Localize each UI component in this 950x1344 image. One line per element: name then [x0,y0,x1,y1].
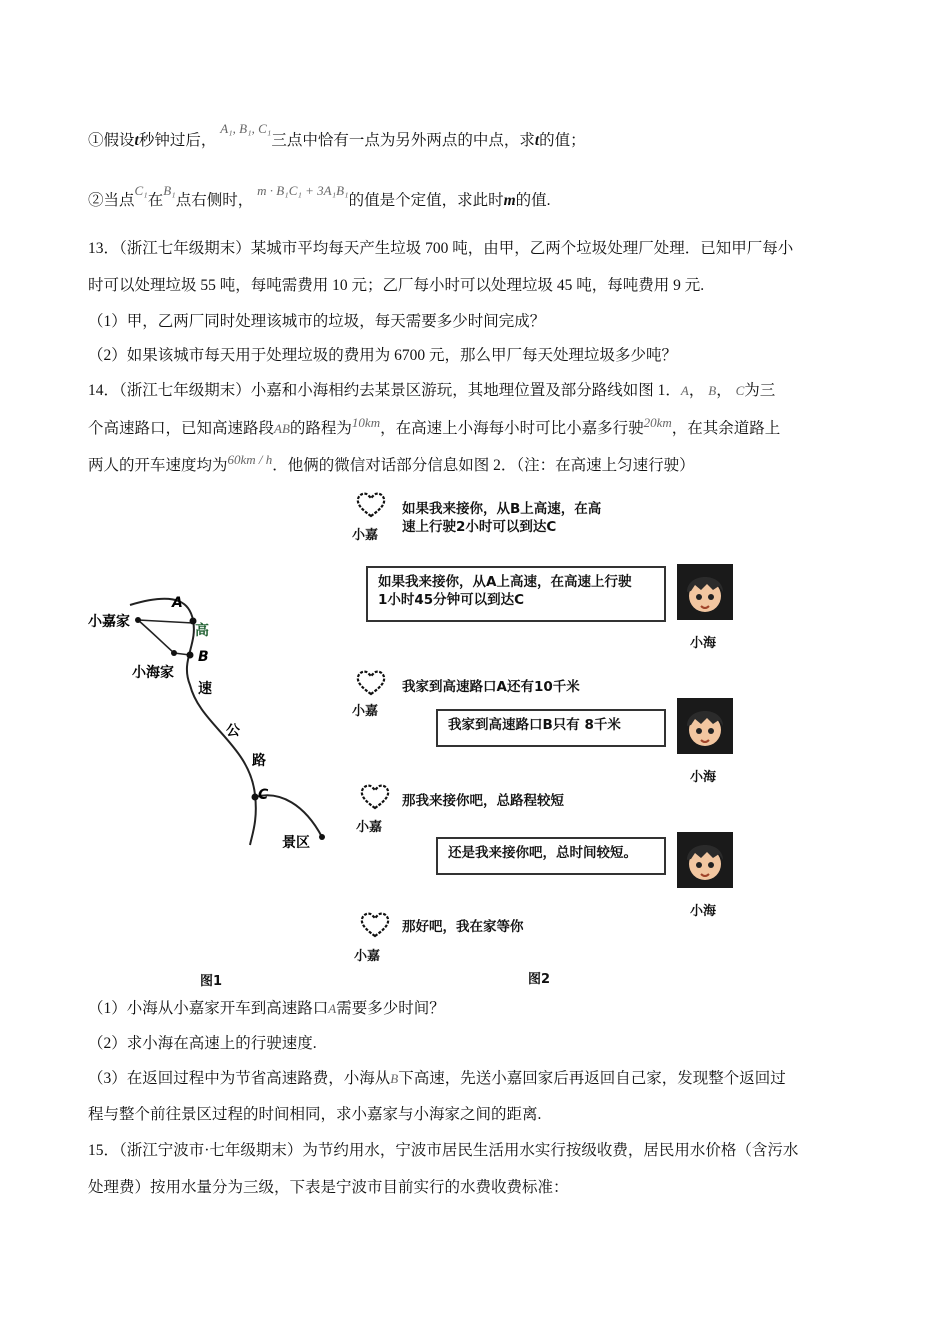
label-c: C [258,787,269,803]
q13-line2: 时可以处理垃圾 55 吨，每吨需费用 10 元；乙厂每小时可以处理垃圾 45 吨，每吨费用 9 元. [88,277,705,294]
point-b [187,652,194,659]
boy-avatar-icon [677,698,733,754]
speaker-xiaohai: 小海 [690,904,717,919]
q14-sub3-cont: 程与整个前往景区过程的时间相同，求小嘉家与小海家之间的距离. [88,1106,542,1123]
heart-avatar-icon [360,784,390,810]
chat-bubble: 还是我来接你吧，总时间较短。 [436,837,666,875]
q15-line1: 15．（浙江宁波市·七年级期末）为节约用水，宁波市居民生活用水实行按级收费，居民用水价格（含污水 [88,1142,799,1159]
speaker-xiaojia: 小嘉 [352,528,379,543]
speaker-xiaohai: 小海 [690,770,717,785]
heart-avatar-icon [356,670,386,696]
q13-sub2: （2）如果该城市每天用于处理垃圾的费用为 6700 元，那么甲厂每天处理垃圾多少吨？ [88,347,678,364]
chat-message: 那我来接你吧，总路程较短 [402,793,564,809]
q14-line1: 14．（浙江七年级期末）小嘉和小海相约去某景区游玩，其地理位置及部分路线如图 1．A， B， C为三 [88,382,776,399]
figure-1-map [80,585,350,860]
road-char-2: 速 [198,681,212,697]
speaker-xiaohai: 小海 [690,636,717,651]
road-xiaojia-a [138,620,193,623]
boy-avatar-icon [677,832,733,888]
label-xiaojia-home: 小嘉家 [88,614,130,630]
speaker-xiaojia: 小嘉 [354,949,381,964]
q13-line1: 13．（浙江七年级期末）某城市平均每天产生垃圾 700 吨，由甲，乙两个垃圾处理厂处理．已知甲厂每小 [88,240,794,257]
point-xiaohai-home [171,650,177,656]
speaker-xiaojia: 小嘉 [356,820,383,835]
road-char-3: 公 [226,723,240,739]
highway-curve [130,599,256,845]
label-scenic: 景区 [282,835,310,851]
road-char-4: 路 [252,753,266,769]
figure-2-caption: 图2 [528,972,551,987]
road-xiaojia-xiaohai [138,620,174,653]
label-xiaohai-home: 小海家 [132,665,174,681]
q14-line2: 个高速路口，已知高速路段AB的路程为$^{10km}$，在高速上小海每小时可比小嘉多行驶$^{20km}$，在其余道路上 [88,415,781,437]
chat-message: 那好吧，我在家等你 [402,919,524,935]
chat-bubble: 如果我来接你，从A上高速，在高速上行驶 1小时45分钟可以到达C [366,566,666,622]
heart-avatar-icon [356,492,386,518]
q13-sub1: （1）甲，乙两厂同时处理该城市的垃圾，每天需要多少时间完成？ [88,313,546,330]
label-a: A [172,595,183,611]
boy-avatar-icon [677,564,733,620]
chat-message: 如果我来接你，从B上高速，在高 速上行驶2小时可以到达C [402,501,602,535]
q14-line3: 两人的开车速度均为$^{60km / h}$．他俩的微信对话部分信息如图 2．（注：在高速上匀速行驶） [88,452,695,474]
figure-1-caption: 图1 [200,974,223,989]
q14-sub2: （2）求小海在高速上的行驶速度. [88,1035,317,1052]
point-xiaojia-home [135,617,141,623]
q14-sub1: （1）小海从小嘉家开车到高速路口A需要多少时间？ [88,1000,445,1017]
q12-line1: ①假设t秒钟过后， $^{A_1, B_1, C_1}$三点中恰有一点为另外两点的中点，求t的值； [88,121,586,149]
q15-line2: 处理费）按用水量分为三级，下表是宁波市目前实行的水费收费标准： [88,1179,569,1196]
q14-sub3: （3）在返回过程中为节省高速路费，小海从B下高速，先送小嘉回家后再返回自己家，发现整个返回过 [88,1070,786,1087]
label-b: B [198,649,209,665]
speaker-xiaojia: 小嘉 [352,704,379,719]
chat-bubble: 我家到高速路口B只有 8千米 [436,709,666,747]
road-char-1: 高 [195,623,209,639]
heart-avatar-icon [360,912,390,938]
point-scenic [319,834,325,840]
q12-line2: ②当点$^{C_1}$在$^{B_1}$点右侧时， $^{m \cdot B_1C_1 + 3A_1B_1}$的值是个定值，求此时m的值. [88,183,551,209]
chat-message: 我家到高速路口A还有10千米 [402,679,580,695]
